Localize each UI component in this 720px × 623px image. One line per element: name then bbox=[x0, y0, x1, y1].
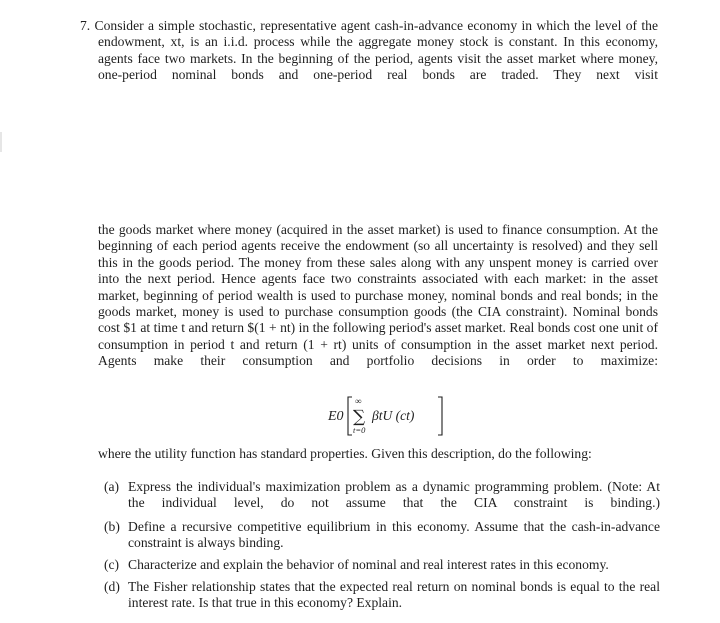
list-item-d bbox=[104, 579, 660, 612]
problem-paragraph-1: 7. Consider a simple stochastic, representative agent cash-in-advance economy in which the level of the endowment, xt, is an i.i.d. process while the aggregate money stock is constant. In this economy, agents face two markets. In the beginning of the period, agents visit the asset market where money, one-period nominal bonds and one-period real bonds are traded. They next visit bbox=[80, 18, 658, 83]
list-item-b bbox=[104, 519, 660, 552]
item-text: Express the individual's maximization problem as a dynamic programming problem. (Note: At the individual level, do not assume that the CIA constraint is binding.) bbox=[128, 479, 660, 511]
item-text: Define a recursive competitive equilibrium in this economy. Assume that the cash-in-advance constraint is always binding. bbox=[128, 519, 660, 551]
item-label: (d) bbox=[104, 579, 120, 594]
objective-formula bbox=[300, 391, 460, 437]
item-label: (a) bbox=[104, 479, 120, 494]
list-item-a bbox=[104, 479, 660, 512]
closing-sentence: where the utility function has standard properties. Given this description, do the following: bbox=[98, 446, 592, 461]
item-label: (c) bbox=[104, 557, 120, 572]
sum-upper-limit: ∞ bbox=[355, 396, 362, 406]
expectation-operator: E0 bbox=[328, 409, 344, 424]
sum-lower-limit: t=0 bbox=[353, 425, 366, 435]
item-label: (b) bbox=[104, 519, 120, 534]
page-edge-mark bbox=[0, 132, 2, 152]
list-item-c bbox=[104, 557, 660, 573]
item-text: The Fisher relationship states that the expected real return on nominal bonds is equal to the real interest rate. Is that true in this economy? Explain. bbox=[128, 579, 660, 611]
item-text: Characterize and explain the behavior of nominal and real interest rates in this economy. bbox=[128, 557, 609, 572]
summand: βtU (ct) bbox=[372, 408, 415, 423]
sum-symbol: ∑ bbox=[353, 407, 366, 427]
problem-paragraph-2: the goods market where money (acquired in the asset market) is used to finance consumption. At the beginning of each period agents receive the endowment (so all uncertainty is resolved) and they sell this in the goods period. The money from these sales along with any unspent money is carried over into the next period. Hence agents face two constraints associated with each market: in the asset market, beginning of period wealth is used to purchase money, nominal bonds and real bonds; in the goods market, money is used to purchase consumption goods (the CIA constraint). Nominal bonds cost $1 at time t and return $(1 + nt) in the following period's asset market. Real bonds cost one unit of consumption in period t and return (1 + rt) units of consumption in the asset market next period. Agents make their consumption and portfolio decisions in order to maximize: bbox=[98, 222, 658, 369]
right-bracket bbox=[438, 397, 442, 435]
left-bracket bbox=[348, 397, 352, 435]
